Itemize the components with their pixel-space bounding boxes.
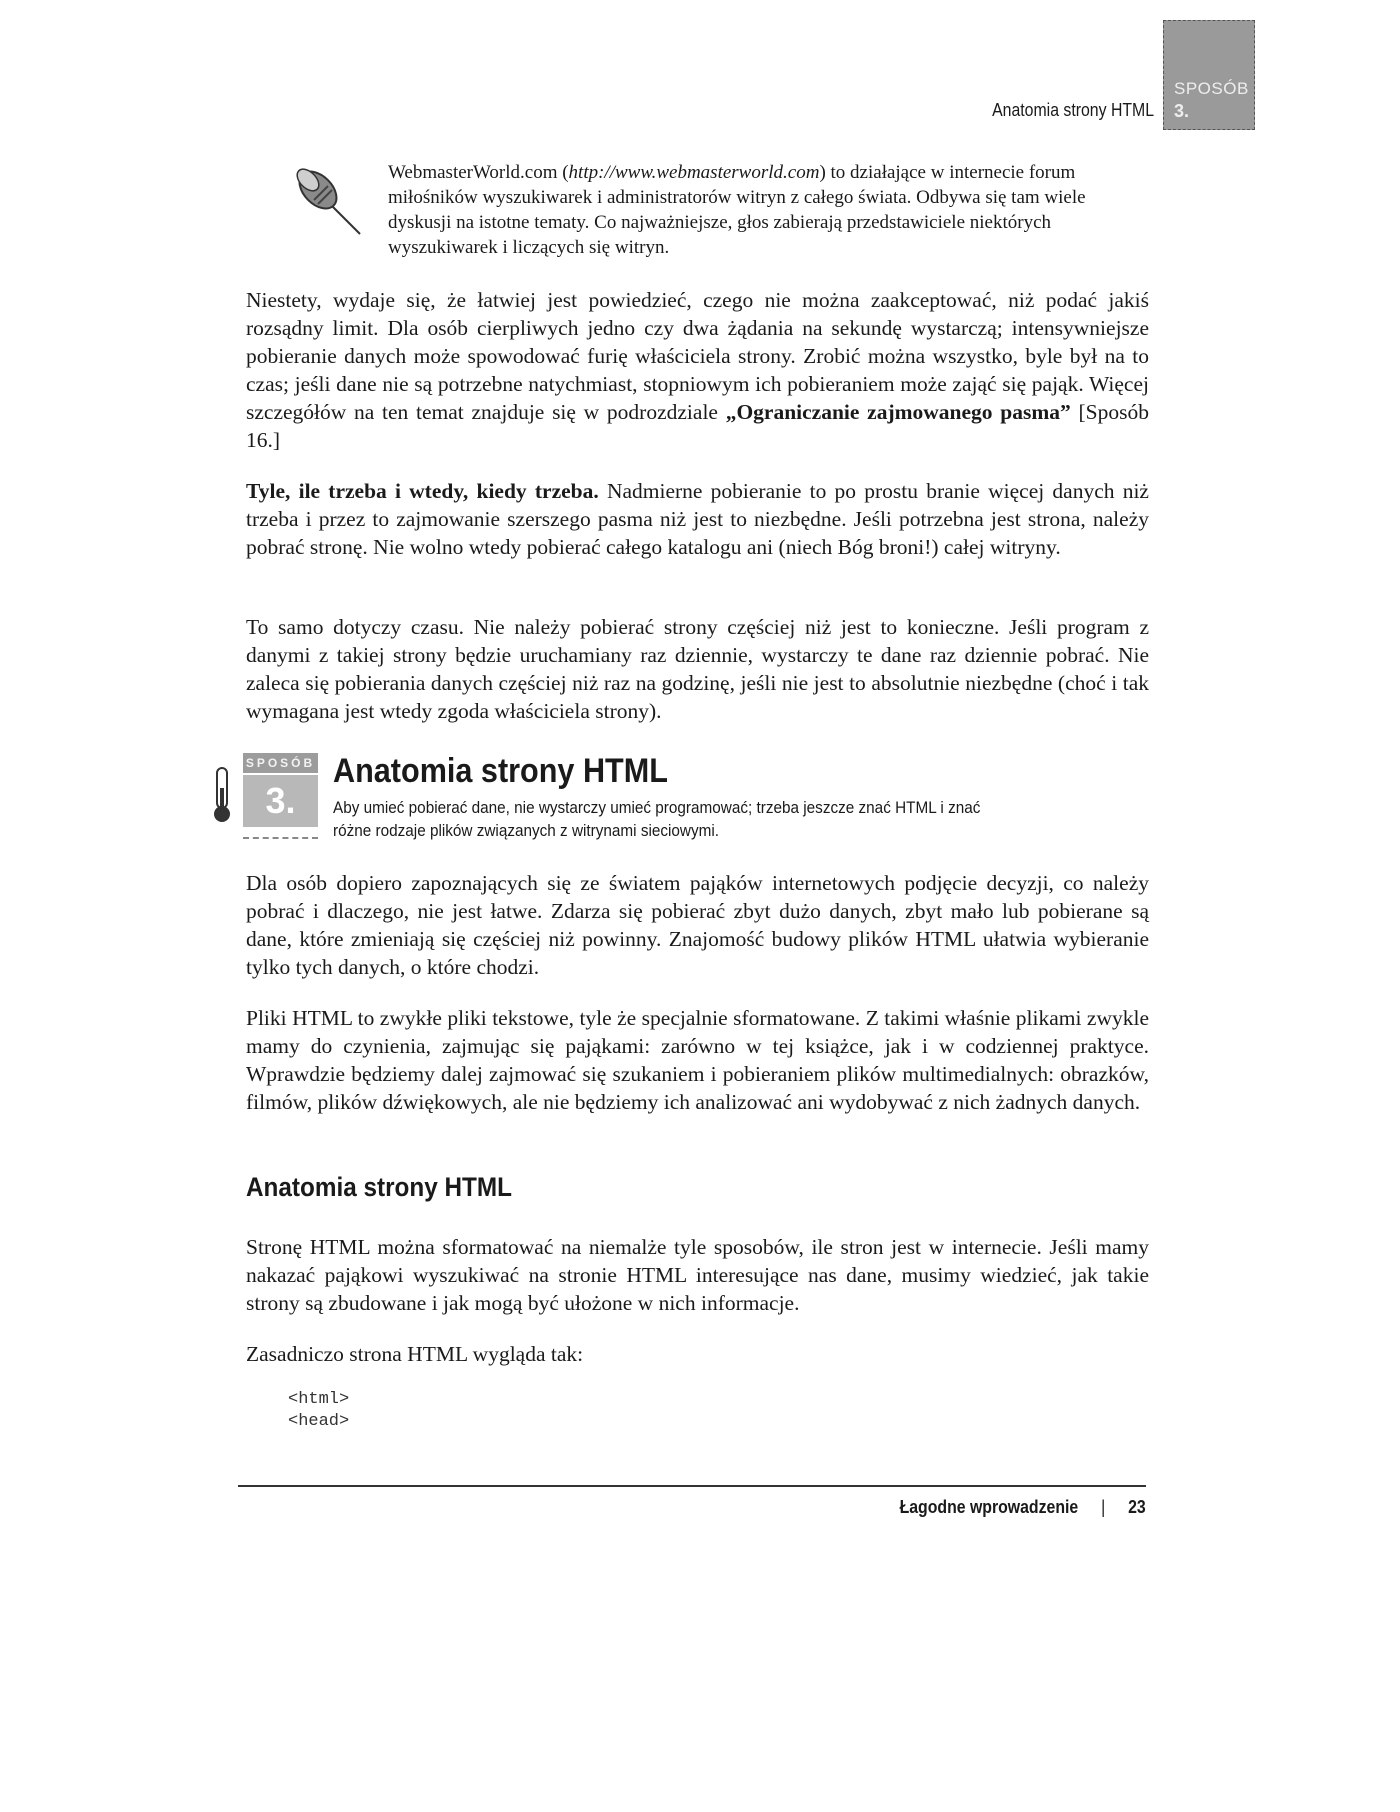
paragraph-formatting: Stronę HTML można sformatować na niemalże tyle sposobów, ile stron jest w internecie. Jeśli mamy nakazać pająkowi wyszukiwać na stronie HTML interesujące nas dane, musimy wiedzieć, jak takie strony są zbudowane i jak mogą być ułożone w nich informacje.: [246, 1235, 1149, 1315]
p1-text: Niestety, wydaje się, że łatwiej jest powiedzieć, czego nie można zaakceptować, niż podać jakiś rozsądny limit. Dla osób cierpliwych jedno czy dwa żądania na sekundę wystarczą; intensywniejsze pobieranie danych może spowodować furię właściciela strony. Zrobić można wszystko, byle był na to czas; jeśli dane nie są potrzebne natychmiast, stopniowym ich pobieraniem może zająć się pająk. Więcej szczegółów na ten temat znajduje się w podrozdziale: [246, 288, 1149, 424]
tip-url[interactable]: http://www.webmasterworld.com: [568, 162, 820, 183]
code-listing: <html> <head>: [288, 1390, 350, 1431]
thermometer-icon: [210, 766, 234, 824]
page-footer: [900, 1497, 1146, 1518]
pushpin-icon: [288, 160, 368, 240]
p2-lead: Tyle, ile trzeba i wtedy, kiedy trzeba.: [246, 479, 599, 503]
paragraph-intro: Dla osób dopiero zapoznających się ze światem pająków internetowych podjęcie decyzji, co należy pobrać i dlaczego, nie jest łatwe. Zdarza się pobierać zbyt dużo danych, zbyt mało lub pobierane są dane, które zmieniają się częściej niż powinny. Znajomość budowy plików HTML ułatwia wybieranie tylko tych danych, o które chodzi.: [246, 871, 1149, 979]
hack-badge: [243, 753, 318, 839]
p1-suffix: [Sposób 16.]: [246, 400, 1149, 452]
tip-note: [388, 160, 1108, 260]
hack-badge-label: SPOSÓB: [243, 753, 318, 773]
footer-rule: [238, 1485, 1146, 1487]
footer-separator: |: [1101, 1497, 1106, 1517]
tip-site-name: WebmasterWorld.com (: [388, 162, 569, 183]
chapter-tab-label: SPOSÓB: [1174, 79, 1249, 98]
page-number: 23: [1128, 1497, 1146, 1517]
running-head-title: Anatomia strony HTML: [992, 100, 1154, 120]
hack-badge-number: 3.: [243, 775, 318, 827]
p2-body: Nadmierne pobieranie to po prostu branie więcej danych niż trzeba i przez to zajmowanie szerszego pasma niż jest to niezbędne. Jeśli potrzebna jest strona, należy pobrać stronę. Nie wolno wtedy pobierać całego katalogu ani (niech Bóg broni!) całej witryny.: [246, 479, 1149, 559]
paragraph-basic-structure: Zasadniczo strona HTML wygląda tak:: [246, 1342, 584, 1366]
hack-description: Aby umieć pobierać dane, nie wystarczy umieć programować; trzeba jeszcze znać HTML i znać różne rodzaje plików związanych z witrynami sieciowymi.: [333, 798, 981, 840]
cross-reference-link[interactable]: „Ograniczanie zajmowanego pasma”: [725, 400, 1071, 424]
section-heading: Anatomia strony HTML: [246, 1172, 512, 1202]
footer-chapter-title: Łagodne wprowadzenie: [899, 1497, 1079, 1517]
paragraph-rate-limit: [246, 286, 1149, 454]
chapter-tab: [1163, 20, 1255, 130]
tip-body: ) to działające w internecie forum miłośników wyszukiwarek i administratorów witryn z całego świata. Odbywa się tam wiele dyskusji na istotne tematy. Co najważniejsze, głos zabierają przedstawiciele niektórych wyszukiwarek i liczących się witryn.: [388, 162, 1086, 258]
hack-title: Anatomia strony HTML: [333, 752, 668, 790]
paragraph-html-files: Pliki HTML to zwykłe pliki tekstowe, tyle że specjalnie sformatowane. Z takimi właśnie plikami zwykle mamy do czynienia, zajmując się pająkami: zarówno w tej książce, jak i w codziennej praktyce. Wprawdzie będziemy dalej zajmować się szukaniem i pobieraniem plików multimedialnych: obrazków, filmów, plików dźwiękowych, ale nie będziemy ich analizować ani wydobywać z nich żadnych danych.: [246, 1006, 1149, 1114]
paragraph-time: To samo dotyczy czasu. Nie należy pobierać strony częściej niż jest to konieczne. Jeśli program z danymi z takiej strony będzie uruchamiany raz dziennie, wystarczy te dane raz dziennie pobrać. Nie zaleca się pobierania danych częściej niż raz na godzinę, jeśli nie jest to absolutnie niezbędne (choć i tak wymagana jest wtedy zgoda właściciela strony).: [246, 615, 1149, 723]
paragraph-take-only-needed: [246, 477, 1149, 561]
chapter-tab-number: 3.: [1174, 101, 1190, 121]
